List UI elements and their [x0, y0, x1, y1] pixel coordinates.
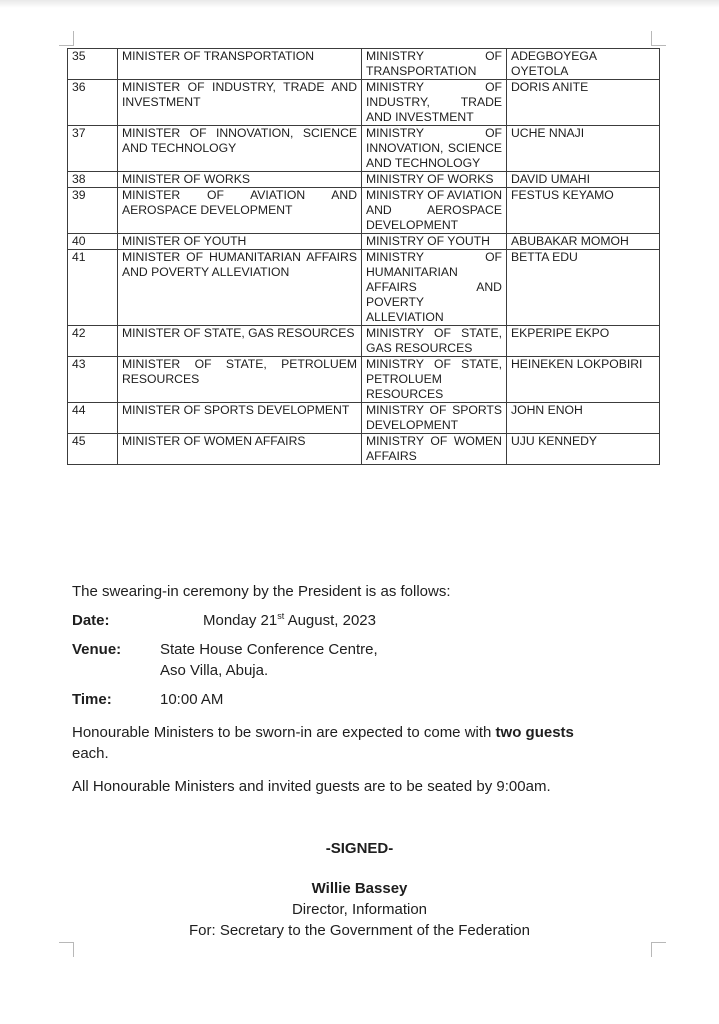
date-month-year: August, 2023 — [284, 612, 376, 629]
row-ministry: MINISTRY OF STATE, PETROLUEM RESOURCES — [362, 357, 507, 403]
table-row — [68, 126, 660, 172]
ministers-table-body — [68, 49, 660, 465]
table-row — [68, 234, 660, 250]
corner-mark-top-left — [59, 31, 74, 46]
row-office: MINISTER OF SPORTS DEVELOPMENT — [118, 403, 362, 434]
row-number: 42 — [68, 326, 118, 357]
corner-mark-bottom-left — [59, 942, 74, 957]
row-ministry: MINISTRY OF STATE, GAS RESOURCES — [362, 326, 507, 357]
row-office: MINISTER OF INDUSTRY, TRADE AND INVESTMENT — [118, 80, 362, 126]
corner-mark-bottom-right — [651, 942, 666, 957]
row-ministry: MINISTRY OF YOUTH — [362, 234, 507, 250]
row-number: 44 — [68, 403, 118, 434]
row-office: MINISTER OF AVIATION AND AEROSPACE DEVELOPMENT — [118, 188, 362, 234]
row-office: MINISTER OF HUMANITARIAN AFFAIRS AND POVERTY ALLEVIATION — [118, 250, 362, 326]
row-number: 35 — [68, 49, 118, 80]
ministers-table — [67, 48, 660, 465]
row-ministry: MINISTRY OF HUMANITARIAN AFFAIRS AND POVERTY ALLEVIATION — [362, 250, 507, 326]
row-minister-name: UJU KENNEDY — [507, 434, 660, 465]
row-ministry: MINISTRY OF INNOVATION, SCIENCE AND TECHNOLOGY — [362, 126, 507, 172]
ceremony-intro: The swearing-in ceremony by the President is as follows: — [72, 583, 451, 600]
row-number: 40 — [68, 234, 118, 250]
time-label: Time: — [72, 691, 112, 708]
row-minister-name: FESTUS KEYAMO — [507, 188, 660, 234]
row-ministry: MINISTRY OF AVIATION AND AEROSPACE DEVELOPMENT — [362, 188, 507, 234]
table-row — [68, 250, 660, 326]
row-number: 36 — [68, 80, 118, 126]
signatory-for: For: Secretary to the Government of the Federation — [188, 922, 530, 939]
guests-note-emphasis: two guests — [495, 724, 574, 741]
row-ministry: MINISTRY OF WOMEN AFFAIRS — [362, 434, 507, 465]
table-row — [68, 357, 660, 403]
signatory-name: Willie Bassey — [311, 880, 408, 897]
row-office: MINISTER OF WORKS — [118, 172, 362, 188]
guests-note-line-2: each. — [72, 745, 109, 762]
guests-note-text: Honourable Ministers to be sworn-in are expected to come with — [72, 724, 496, 741]
row-office: MINISTER OF STATE, GAS RESOURCES — [118, 326, 362, 357]
date-ordinal-suffix: st — [277, 611, 285, 621]
venue-label: Venue: — [72, 641, 122, 658]
row-office: MINISTER OF WOMEN AFFAIRS — [118, 434, 362, 465]
row-minister-name: HEINEKEN LOKPOBIRI — [507, 357, 660, 403]
row-minister-name: DAVID UMAHI — [507, 172, 660, 188]
row-minister-name: JOHN ENOH — [507, 403, 660, 434]
row-number: 39 — [68, 188, 118, 234]
page-top-edge — [0, 0, 719, 8]
table-row — [68, 49, 660, 80]
table-row — [68, 80, 660, 126]
row-number: 41 — [68, 250, 118, 326]
date-label: Date: — [72, 612, 110, 629]
row-ministry: MINISTRY OF WORKS — [362, 172, 507, 188]
seated-note: All Honourable Ministers and invited guests are to be seated by 9:00am. — [72, 778, 551, 795]
row-number: 43 — [68, 357, 118, 403]
row-minister-name: ADEGBOYEGA OYETOLA — [507, 49, 660, 80]
row-office: MINISTER OF INNOVATION, SCIENCE AND TECHNOLOGY — [118, 126, 362, 172]
guests-note-line-1 — [72, 723, 574, 743]
corner-mark-top-right — [651, 31, 666, 46]
table-row — [68, 172, 660, 188]
table-row — [68, 188, 660, 234]
time-value: 10:00 AM — [160, 691, 224, 708]
venue-line-2: Aso Villa, Abuja. — [160, 662, 269, 679]
row-minister-name: BETTA EDU — [507, 250, 660, 326]
table-row — [68, 326, 660, 357]
date-day: Monday 21 — [203, 612, 278, 629]
table-row — [68, 434, 660, 465]
row-ministry: MINISTRY OF TRANSPORTATION — [362, 49, 507, 80]
row-minister-name: DORIS ANITE — [507, 80, 660, 126]
row-number: 45 — [68, 434, 118, 465]
row-minister-name: EKPERIPE EKPO — [507, 326, 660, 357]
row-office: MINISTER OF TRANSPORTATION — [118, 49, 362, 80]
row-ministry: MINISTRY OF INDUSTRY, TRADE AND INVESTMENT — [362, 80, 507, 126]
date-value — [203, 611, 376, 631]
row-office: MINISTER OF YOUTH — [118, 234, 362, 250]
row-number: 38 — [68, 172, 118, 188]
row-minister-name: ABUBAKAR MOMOH — [507, 234, 660, 250]
table-row — [68, 403, 660, 434]
row-office: MINISTER OF STATE, PETROLUEM RESOURCES — [118, 357, 362, 403]
signed-mark: -SIGNED- — [325, 840, 394, 857]
row-minister-name: UCHE NNAJI — [507, 126, 660, 172]
venue-line-1: State House Conference Centre, — [160, 641, 378, 658]
row-number: 37 — [68, 126, 118, 172]
signatory-title: Director, Information — [291, 901, 428, 918]
row-ministry: MINISTRY OF SPORTS DEVELOPMENT — [362, 403, 507, 434]
